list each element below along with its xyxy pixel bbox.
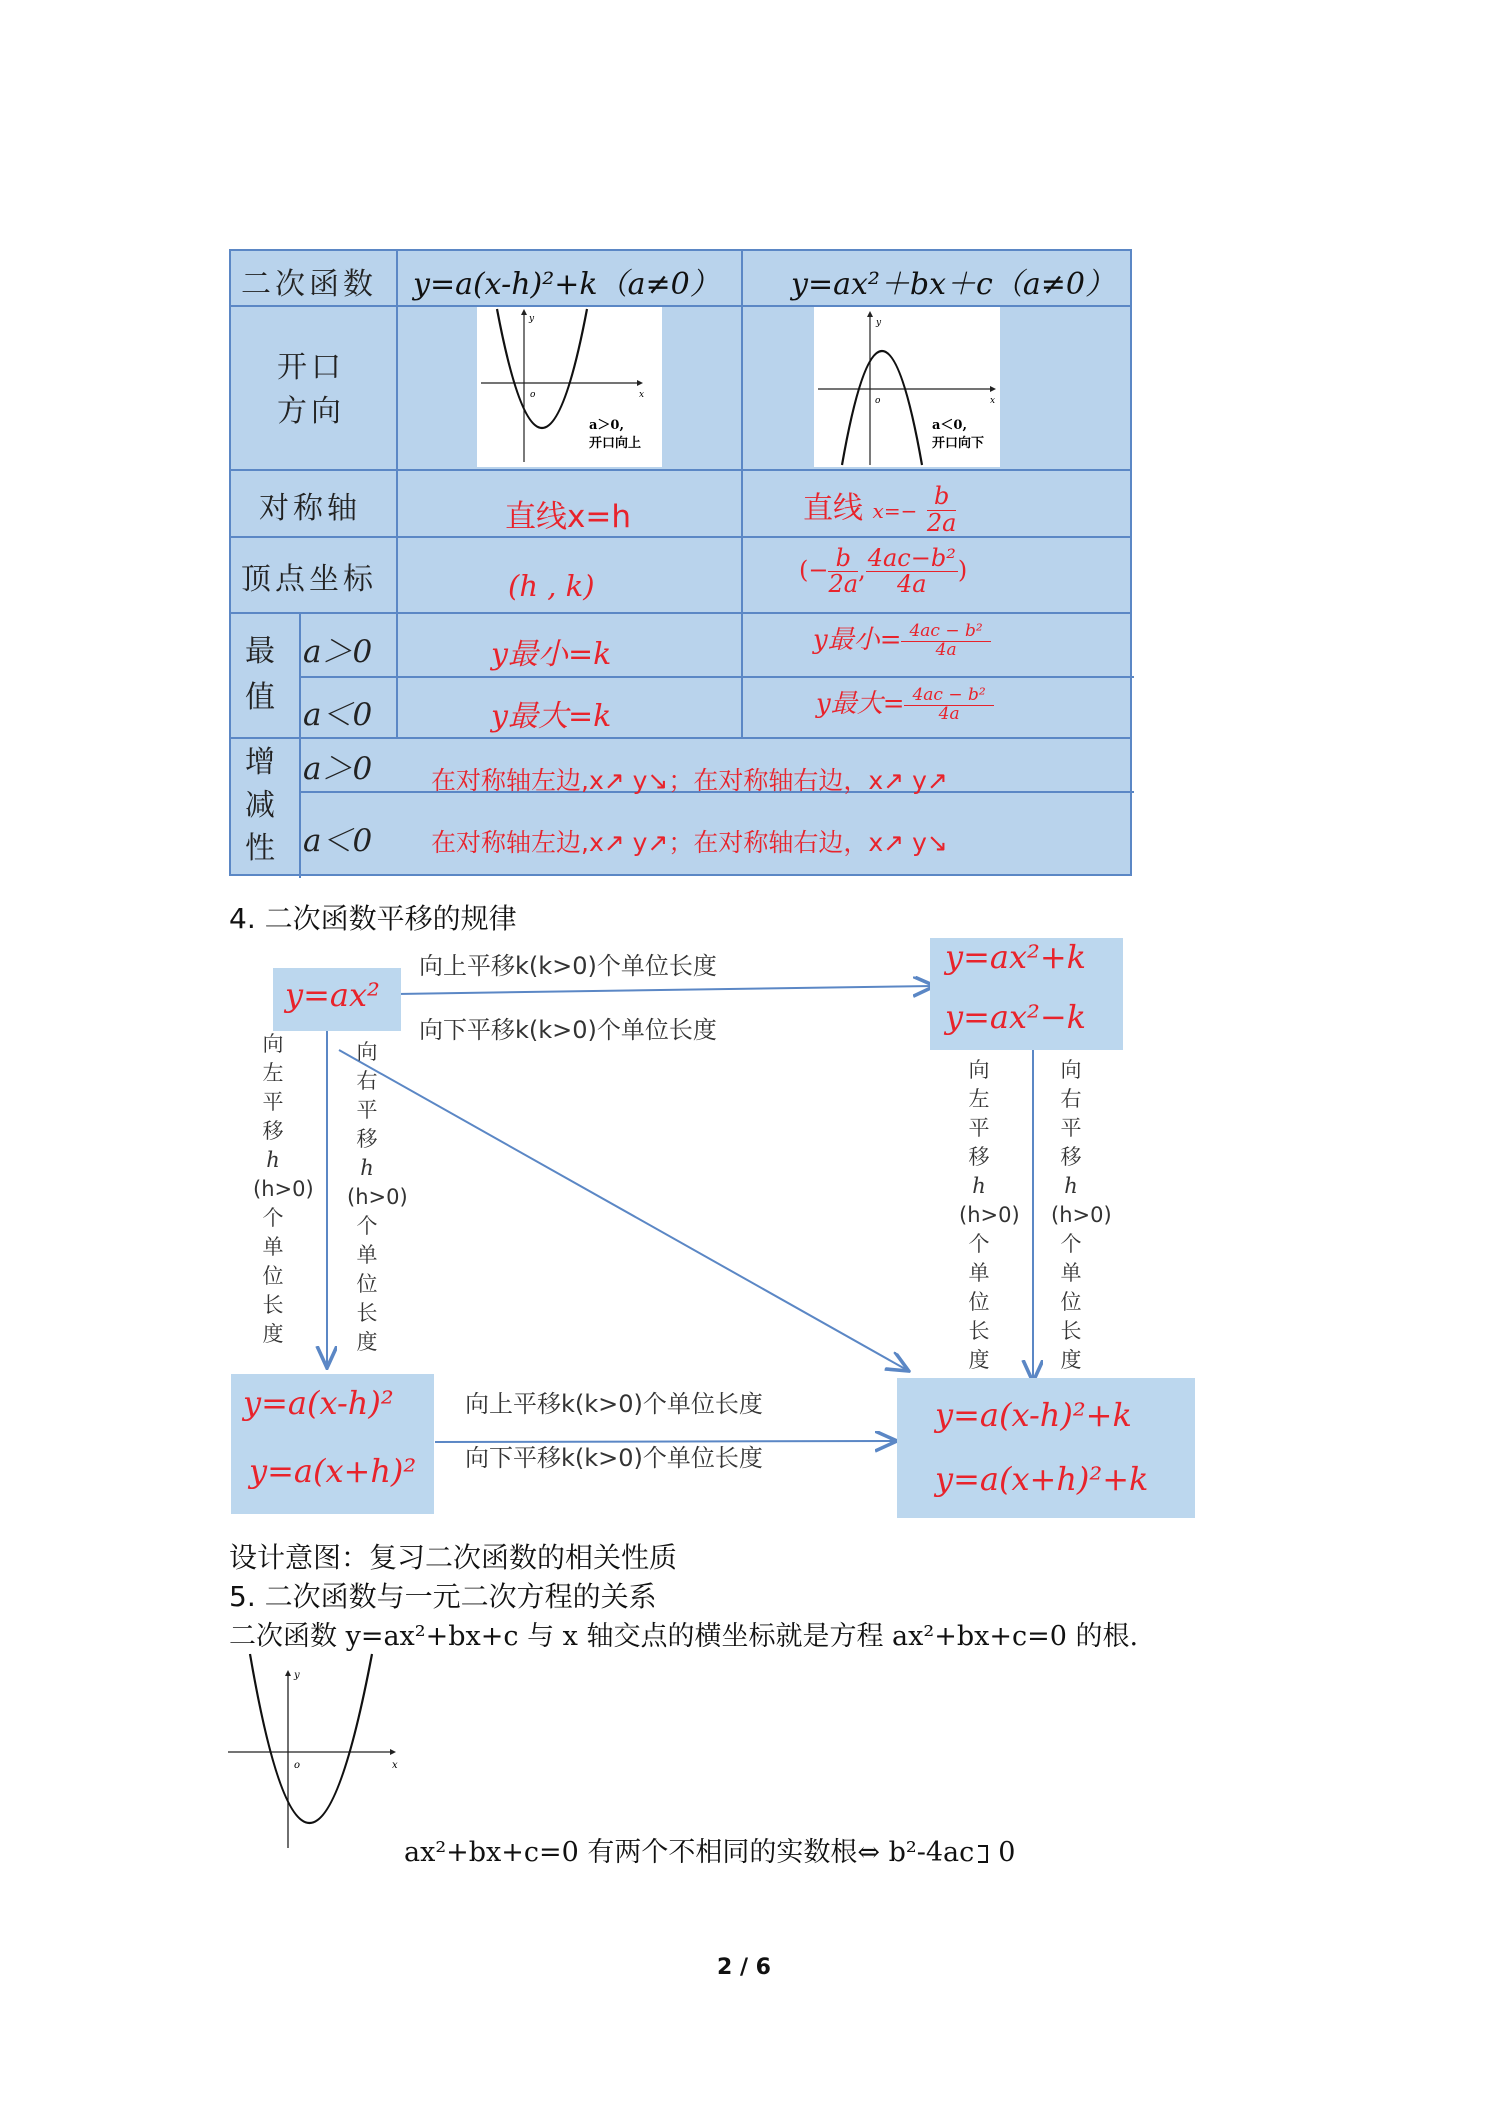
vertex-general-form: (− $\frac{b}{2a}$ , $\frac{\text{4ac−b²}}{4a}$ ): [799, 544, 968, 599]
monotonicity-label: 增 减 性: [245, 745, 279, 866]
max-value-vertex-form: y最大=k: [491, 699, 612, 734]
properties-table: [229, 249, 1132, 876]
relation-symbol: [978, 1845, 988, 1863]
min-value-vertex-form: y最小=k: [491, 637, 612, 672]
svg-text:x: x: [639, 390, 645, 400]
label-shift-up-bottom: 向上平移k(k>0)个单位长度: [465, 1390, 763, 1418]
label-shift-up-top: 向上平移k(k>0)个单位长度: [419, 952, 717, 980]
a-positive-label-mono: a＞0: [303, 751, 373, 787]
vertex-label: 顶点坐标: [241, 562, 377, 597]
svg-text:o: o: [294, 1760, 301, 1771]
svg-text:x: x: [990, 396, 996, 406]
symmetry-axis-label: 对称轴: [259, 491, 361, 526]
table-rule: [396, 612, 398, 737]
label-shift-left: 向 左 平 移 h (h>0) 个 单 位 长 度: [253, 1032, 314, 1346]
svg-text:o: o: [875, 396, 881, 406]
table-rule: [299, 612, 301, 878]
svg-text:y: y: [529, 314, 535, 324]
monotonicity-a-positive: 在对称轴左边,x↗ y↘；在对称轴右边，x↗ y↗: [431, 766, 948, 795]
svg-text:o: o: [530, 390, 536, 400]
table-rule: [299, 676, 1134, 678]
section4-title: 4. 二次函数平移的规律: [229, 902, 517, 935]
a-negative-label: a＜0: [303, 697, 373, 733]
formula-y-ax2-plus-k: y=ax²+k: [945, 938, 1087, 976]
label-shift-right-right-box: 向 右 平 移 h (h>0) 个 单 位 长 度: [1051, 1058, 1112, 1372]
extreme-value-label: 最 值: [245, 634, 279, 715]
page-number: 2 / 6: [717, 1955, 771, 1980]
vertex-vertex-form: (h , k): [508, 569, 595, 603]
formula-y-ax2: y=ax²: [285, 976, 380, 1014]
table-rule: [231, 536, 1130, 538]
label-shift-right: 向 右 平 移 h (h>0) 个 单 位 长 度: [347, 1040, 408, 1354]
formula-y-ax2-minus-k: y=ax²−k: [945, 998, 1087, 1036]
design-intent: 设计意图：复习二次函数的相关性质: [229, 1541, 678, 1574]
two-distinct-roots-condition: ax²+bx+c=0 有两个不相同的实数根⇔ b²-4ac 0: [404, 1837, 1016, 1868]
formula-y-a-x-minus-h-plus-k: y=a(x-h)²+k: [935, 1396, 1132, 1434]
upward-parabola-graph: [477, 307, 662, 467]
monotonicity-a-negative: 在对称轴左边,x↗ y↗；在对称轴右边，x↗ y↘: [431, 828, 948, 857]
svg-text:a＞0,: a＞0,: [589, 418, 624, 433]
table-rule: [231, 612, 1130, 614]
svg-text:x: x: [392, 1760, 398, 1771]
svg-text:开口向下: 开口向下: [932, 436, 985, 451]
label-shift-left-right-box: 向 左 平 移 h (h>0) 个 单 位 长 度: [959, 1058, 1020, 1372]
parabola-two-roots-graph: [228, 1652, 408, 1852]
formula-y-a-x-plus-h: y=a(x+h)²: [249, 1452, 417, 1490]
opening-direction-label: 开口 方向: [277, 350, 345, 429]
formula-y-a-x-plus-h-plus-k: y=a(x+h)²+k: [935, 1460, 1149, 1498]
header-vertex-form: y=a(x-h)²+k（a≠0）: [413, 267, 720, 302]
svg-text:开口向上: 开口向上: [589, 436, 642, 451]
svg-text:y: y: [876, 318, 882, 328]
header-general-form: y=ax²＋bx＋c（a≠0）: [791, 267, 1115, 302]
table-rule: [231, 469, 1130, 471]
table-rule: [741, 251, 743, 737]
max-value-general-form: y最大= $\frac{\text{4ac − b²}}{4a}$: [816, 683, 994, 723]
a-positive-label: a＞0: [303, 634, 373, 670]
downward-parabola-graph: [814, 307, 1000, 467]
table-rule: [396, 251, 398, 612]
translation-diagram: [229, 938, 1195, 1536]
svg-text:a＜0,: a＜0,: [932, 418, 967, 433]
table-rule: [231, 737, 1130, 739]
label-shift-down-bottom: 向下平移k(k>0)个单位长度: [465, 1444, 763, 1472]
a-negative-label-mono: a＜0: [303, 823, 373, 859]
symmetry-axis-general-form: 直线 x=− $\frac{b}{2a}$: [803, 482, 957, 537]
label-shift-down-top: 向下平移k(k>0)个单位长度: [419, 1016, 717, 1044]
section5-title: 5. 二次函数与一元二次方程的关系: [229, 1580, 657, 1613]
formula-y-a-x-minus-h: y=a(x-h)²: [243, 1384, 394, 1422]
min-value-general-form: y最小= $\frac{\text{4ac − b²}}{4a}$: [813, 619, 991, 659]
svg-text:y: y: [294, 1670, 300, 1681]
symmetry-axis-vertex-form: 直线x=h: [505, 499, 631, 535]
section5-description: 二次函数 y=ax²+bx+c 与 x 轴交点的横坐标就是方程 ax²+bx+c=0 的根.: [229, 1621, 1139, 1652]
header-quadratic-function: 二次函数: [241, 267, 377, 302]
